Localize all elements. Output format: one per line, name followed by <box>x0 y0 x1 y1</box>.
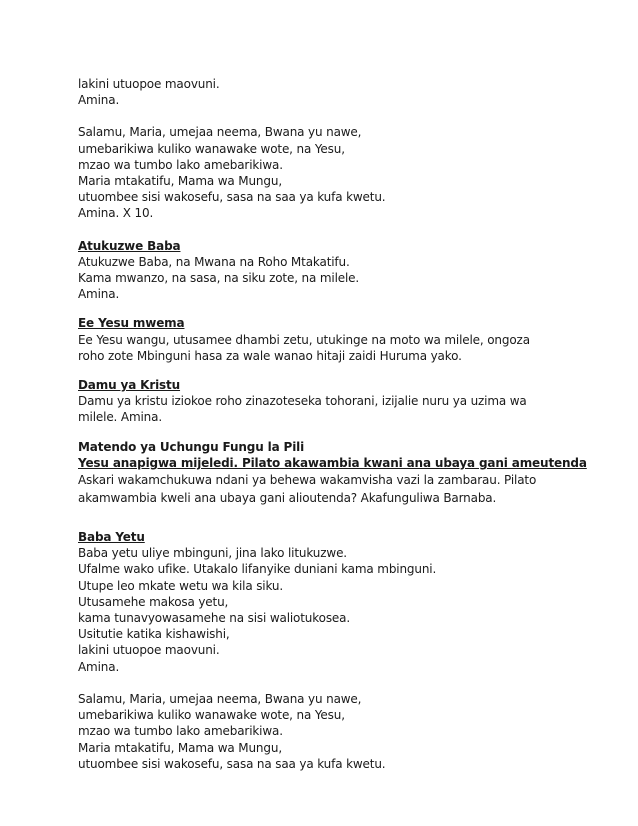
text-line: utuombee sisi wakosefu, sasa na saa ya kufa kwetu. <box>78 190 386 205</box>
hail-mary-block <box>78 691 558 772</box>
our-father-block <box>78 529 558 675</box>
text-line: Salamu, Maria, umejaa neema, Bwana yu nawe, <box>78 691 362 706</box>
text-line: Usitutie katika kishawishi, <box>78 627 230 642</box>
section-heading: Ee Yesu mwema <box>78 316 185 331</box>
text-line: Amina. X 10. <box>78 206 154 221</box>
text-line: Utusamehe makosa yetu, <box>78 594 229 609</box>
paragraph: Ee Yesu wangu, utusamee dhambi zetu, utukinge na moto wa milele, ongoza roho zote Mbinguni hasa za wale wanao hitaji zaidi Huruma yako. <box>78 332 530 363</box>
text-line: Kama mwanzo, na sasa, na siku zote, na milele. <box>78 271 360 286</box>
text-line: mzao wa tumbo lako amebarikiwa. <box>78 724 283 739</box>
text-line: umebarikiwa kuliko wanawake wote, na Yesu, <box>78 141 345 156</box>
mystery-title: Matendo ya Uchungu Fungu la Pili <box>78 439 305 454</box>
text-line: Salamu, Maria, umejaa neema, Bwana yu nawe, <box>78 125 362 140</box>
fatima-prayer-block <box>78 315 558 364</box>
text-line: Ufalme wako ufike. Utakalo lifanyike duniani kama mbinguni. <box>78 562 437 577</box>
text-line: kama tunavyowasamehe na sisi waliotukosea. <box>78 611 351 626</box>
mystery-subtitle: Yesu anapigwa mijeledi. Pilato akawambia kwani ana ubaya gani ameutenda <box>78 455 587 470</box>
section-heading: Damu ya Kristu <box>78 378 181 393</box>
text-line: lakini utuopoe maovuni. <box>78 77 220 91</box>
prayer-ending-block <box>78 76 558 108</box>
text-line: utuombee sisi wakosefu, sasa na saa ya kufa kwetu. <box>78 756 386 771</box>
text-line: lakini utuopoe maovuni. <box>78 643 220 658</box>
text-line: Maria mtakatifu, Mama wa Mungu, <box>78 740 282 755</box>
document-page <box>78 76 587 772</box>
text-line: Baba yetu uliye mbinguni, jina lako litukuzwe. <box>78 546 347 561</box>
text-line: Amina. <box>78 93 120 108</box>
text-line: Atukuzwe Baba, na Mwana na Roho Mtakatifu. <box>78 254 350 269</box>
text-line: mzao wa tumbo lako amebarikiwa. <box>78 157 283 172</box>
text-line: Amina. <box>78 287 120 302</box>
paragraph: Damu ya kristu iziokoe roho zinazoteseka tohorani, izijalie nuru ya uzima wa milele. Amina. <box>78 394 527 425</box>
text-line: Maria mtakatifu, Mama wa Mungu, <box>78 174 282 189</box>
paragraph: Askari wakamchukuwa ndani ya behewa wakamvisha vazi la zambarau. Pilato akamwambia kweli ana ubaya gani alioutenda? Akafunguliwa Barnaba. <box>78 473 537 506</box>
section-heading: Baba Yetu <box>78 530 145 545</box>
section-heading: Atukuzwe Baba <box>78 238 181 253</box>
glory-be-block <box>78 238 558 303</box>
text-line: umebarikiwa kuliko wanawake wote, na Yesu, <box>78 708 345 723</box>
hail-mary-block <box>78 124 558 221</box>
sorrowful-mystery-block <box>78 439 587 507</box>
blood-of-christ-block <box>78 377 558 426</box>
text-line: Amina. <box>78 659 120 674</box>
text-line: Utupe leo mkate wetu wa kila siku. <box>78 578 284 593</box>
